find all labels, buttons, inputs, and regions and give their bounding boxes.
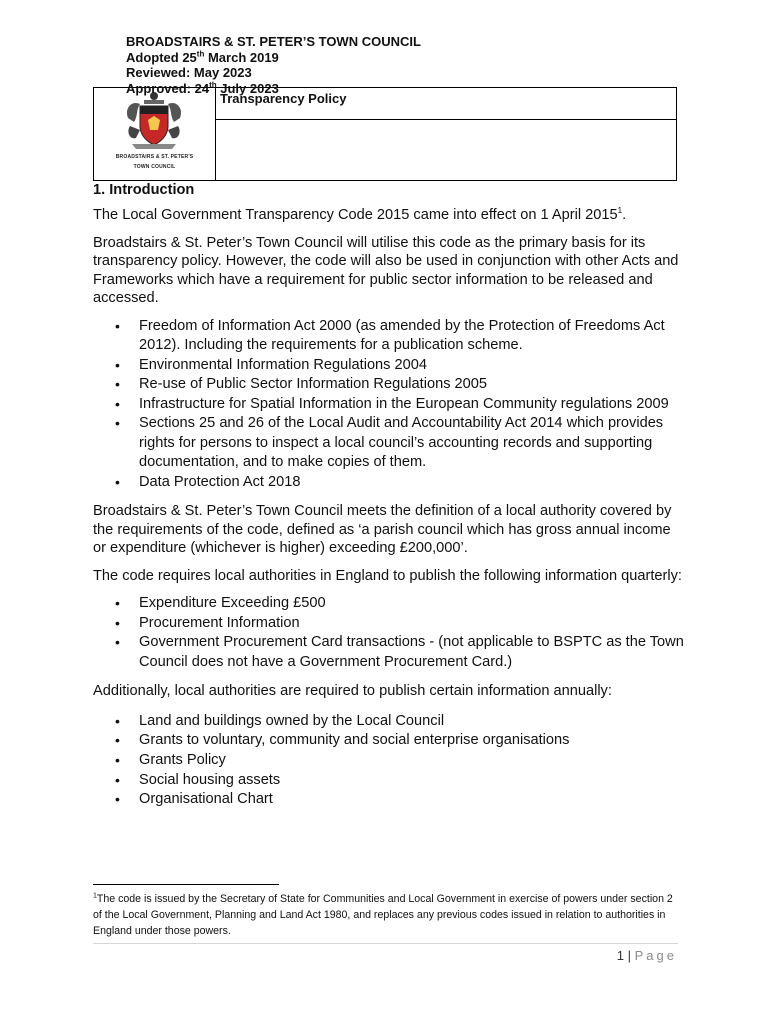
list-item: • Environmental Information Regulations 2004	[93, 356, 685, 376]
adopted-sup: th	[196, 49, 205, 59]
list-item: • Data Protection Act 2018	[93, 473, 685, 493]
council-name: BROADSTAIRS & ST. PETER’S TOWN COUNCIL	[126, 34, 421, 49]
header-details	[126, 34, 421, 96]
intro-end: .	[622, 207, 627, 223]
reviewed-date: Reviewed: May 2023	[126, 65, 252, 80]
list-item: • Sections 25 and 26 of the Local Audit and Accountability Act 2014 which provides rights for persons to inspect a local council’s accounting records and supporting documentation, and to make copies of them.	[93, 414, 685, 473]
acts-list	[93, 317, 685, 493]
approved-text: Approved: 24	[126, 80, 210, 96]
adopted-text-end: March 2019	[204, 49, 279, 65]
intro-text: The Local Government Transparency Code 2015 came into effect on 1 April 2015	[93, 207, 618, 223]
paragraph-utilise: Broadstairs & St. Peter’s Town Council will utilise this code as the primary basis for its transparency policy. However, the code will also be used in conjunction with other Acts and Frameworks which have a requirement for public sector information to be released and accessed.	[93, 234, 679, 306]
page-footer	[617, 948, 677, 963]
list-item: • Freedom of Information Act 2000 (as amended by the Protection of Freedoms Act 2012). Including the requirements for a publication scheme.	[93, 317, 685, 356]
list-item: • Infrastructure for Spatial Information in the European Community regulations 2009	[93, 395, 685, 415]
list-item: • Procurement Information	[93, 614, 685, 634]
annual-list	[93, 712, 685, 810]
list-item: • Land and buildings owned by the Local Council	[93, 712, 685, 732]
footer-divider	[93, 943, 678, 944]
approved-sup: th	[209, 80, 217, 90]
adopted-date	[126, 50, 421, 66]
paragraph-annually: Additionally, local authorities are required to publish certain information annually:	[93, 683, 612, 700]
quarterly-list	[93, 594, 685, 672]
approved-text-end: July 2023	[216, 80, 279, 96]
footnote-ref[interactable]: 1	[617, 206, 623, 216]
paragraph-definition: Broadstairs & St. Peter’s Town Council meets the definition of a local authority covered by the requirements of the code, defined as ‘a parish council which has gross annual income or expenditure (whichever is higher) exceeding £200,000’.	[93, 503, 672, 556]
list-item: • Grants Policy	[93, 751, 685, 771]
footnote-divider	[93, 884, 279, 885]
page-number: 1	[616, 948, 625, 963]
paragraph-quarterly: The code requires local authorities in England to publish the following information quarterly:	[93, 567, 682, 584]
footnote	[93, 891, 683, 939]
logo-text-line1: BROADSTAIRS & ST. PETER'S	[115, 154, 194, 160]
header-table	[93, 87, 677, 181]
list-item: • Government Procurement Card transactions - (not applicable to BSPTC as the Town Council does not have a Government Procurement Card.)	[93, 633, 685, 672]
approved-date	[126, 81, 421, 97]
list-item: • Re-use of Public Sector Information Regulations 2005	[93, 375, 685, 395]
section-heading: 1. Introduction	[93, 182, 195, 198]
logo-cell	[94, 88, 216, 180]
list-item: • Social housing assets	[93, 771, 685, 791]
footnote-marker: 1	[93, 892, 97, 900]
list-item: • Grants to voluntary, community and social enterprise organisations	[93, 731, 685, 751]
page-separator: |	[624, 948, 635, 963]
list-item: • Organisational Chart	[93, 790, 685, 810]
logo-text-line2: TOWN COUNCIL	[133, 164, 176, 170]
footnote-text: The code is issued by the Secretary of State for Communities and Local Government in exercise of powers under section 2 of the Local Government, Planning and Land Act 1980, and replaces any previous codes issued in relation to authorities in England under those powers.	[93, 893, 673, 937]
document-body	[93, 181, 685, 820]
adopted-text: Adopted 25	[126, 49, 197, 65]
page-label: Page	[634, 948, 677, 963]
list-item: • Expenditure Exceeding £500	[93, 594, 685, 614]
document-title: Transparency Policy	[220, 91, 347, 106]
intro-paragraph	[93, 206, 685, 225]
council-crest-icon	[122, 90, 186, 150]
